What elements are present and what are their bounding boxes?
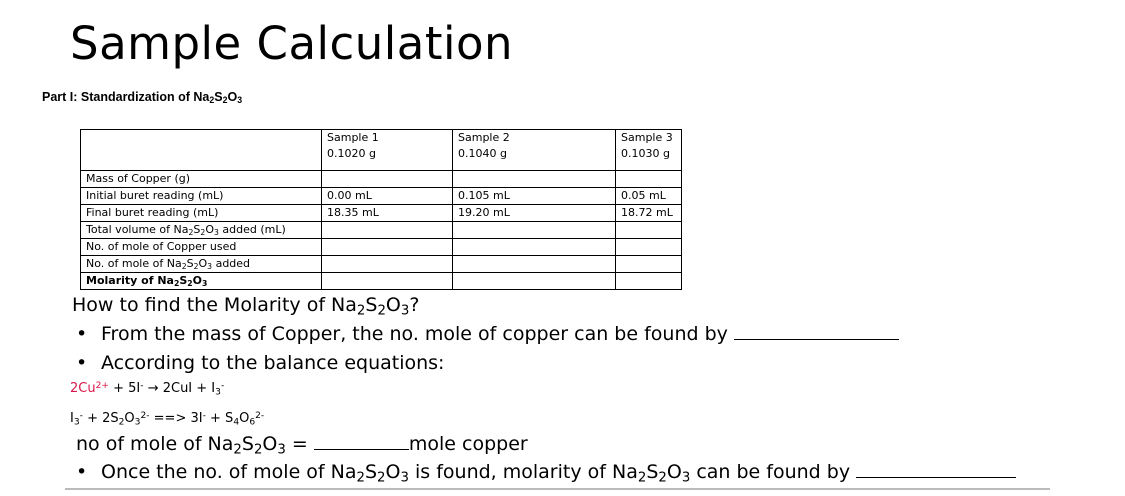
table-cell — [322, 130, 453, 171]
divider — [65, 488, 1050, 490]
part-heading: Part I: Standardization of $Na_2S_2O_3$ — [42, 90, 243, 106]
table-row — [81, 256, 682, 273]
table-row — [81, 171, 682, 188]
table-cell: 19.20 mL — [453, 205, 616, 222]
table-cell — [322, 256, 453, 273]
table-cell — [453, 239, 616, 256]
table-cell — [616, 171, 682, 188]
bullet-text: From the mass of Copper, the no. mole of copper can be found by — [101, 323, 728, 345]
page-title: Sample Calculation — [70, 17, 514, 70]
row-label: Initial buret reading (mL) — [81, 188, 322, 205]
row-label: No. of mole of Na — [86, 257, 182, 270]
row-label: Final buret reading (mL) — [81, 205, 322, 222]
mole-line: no of mole of $Na_2S_2O_3$ = mole copper — [76, 433, 528, 458]
bullet-text: Once the no. of mole of Na — [101, 461, 357, 483]
mole-suffix: mole copper — [408, 433, 528, 455]
table-cell: 0.105 mL — [453, 188, 616, 205]
row-label: No. of mole of Copper used — [81, 239, 322, 256]
column-header: Sample 1 — [327, 131, 379, 144]
data-table — [80, 129, 682, 290]
bullet-dot: • — [76, 352, 88, 374]
table-cell: 0.00 mL — [322, 188, 453, 205]
row-label-cell: Total volume of $Na_2S_2O_3$ added (mL) — [81, 222, 322, 239]
table-cell — [453, 171, 616, 188]
row-label: Molarity of Na — [86, 274, 174, 287]
table-cell — [616, 256, 682, 273]
table-cell — [322, 273, 453, 290]
table-cell — [453, 256, 616, 273]
equation-2: $I_3^- + 2S_2O_3^{2-}$ ==> $3I^- + S_4O_6^{2-}$ — [70, 410, 265, 428]
bullet-dot: • — [76, 461, 88, 483]
table-cell — [453, 222, 616, 239]
table-header-row — [81, 130, 682, 171]
table-row — [81, 188, 682, 205]
cu-ion: 2Cu — [70, 381, 96, 396]
mass-value: 0.1020 g — [327, 147, 376, 160]
bullet-text: is found, molarity of Na — [408, 461, 638, 483]
bullet-text: can be found by — [690, 461, 851, 483]
column-header: Sample 2 — [458, 131, 510, 144]
part-label: Part I: Standardization of Na — [42, 90, 210, 104]
row-label: Mass of Copper (g) — [81, 171, 322, 188]
table-cell: 0.05 mL — [616, 188, 682, 205]
answer-blank — [856, 463, 1016, 478]
row-label-suffix: added (mL) — [218, 223, 286, 236]
eq-part: + S — [205, 411, 234, 426]
table-cell — [81, 130, 322, 171]
answer-blank — [734, 325, 899, 340]
table-cell — [322, 171, 453, 188]
table-cell — [453, 130, 616, 171]
table-cell — [616, 130, 682, 171]
table-cell: 18.72 mL — [616, 205, 682, 222]
answer-blank — [314, 435, 409, 450]
mass-value: 0.1030 g — [621, 147, 670, 160]
table-cell — [616, 222, 682, 239]
eq-part: → 2CuI + I — [143, 381, 216, 396]
eq-part: + 2S — [82, 411, 119, 426]
table-cell: 18.35 mL — [322, 205, 453, 222]
table-row — [81, 205, 682, 222]
table-cell — [322, 239, 453, 256]
bullet-molarity-line: Once the no. of mole of $Na_2S_2O_3$ is found, molarity of $Na_2S_2O_3$ can be found by — [101, 461, 1016, 483]
mole-eq: = — [285, 433, 314, 455]
mass-value: 0.1040 g — [458, 147, 507, 160]
table-cell — [616, 239, 682, 256]
eq-part: I — [70, 411, 74, 426]
bullet-dot: • — [76, 323, 88, 345]
column-header: Sample 3 — [621, 131, 673, 144]
eq-part: + 5I — [109, 381, 141, 396]
eq-part: ==> 3I — [149, 411, 203, 426]
table-cell — [322, 222, 453, 239]
row-label-cell: Molarity of $Na_2S_2O_3$ — [81, 273, 322, 290]
table-cell — [616, 273, 682, 290]
question-line: How to find the Molarity of $Na_2S_2O_3$? — [72, 294, 420, 319]
table-row — [81, 273, 682, 290]
question-text: How to find the Molarity of Na — [72, 294, 357, 316]
bullet-text: According to the balance equations: — [101, 352, 445, 374]
table-row — [81, 222, 682, 239]
mole-prefix: no of mole of Na — [76, 433, 234, 455]
table-row — [81, 239, 682, 256]
table-cell — [453, 273, 616, 290]
row-label-suffix: added — [212, 257, 251, 270]
bullet-copper-line — [101, 323, 899, 345]
row-label-cell: No. of mole of $Na_2S_2O_3$ added — [81, 256, 322, 273]
equation-1: $2Cu^{2+} + 5I^- \to 2CuI + I_3^-$ — [70, 380, 225, 398]
row-label: Total volume of Na — [86, 223, 189, 236]
